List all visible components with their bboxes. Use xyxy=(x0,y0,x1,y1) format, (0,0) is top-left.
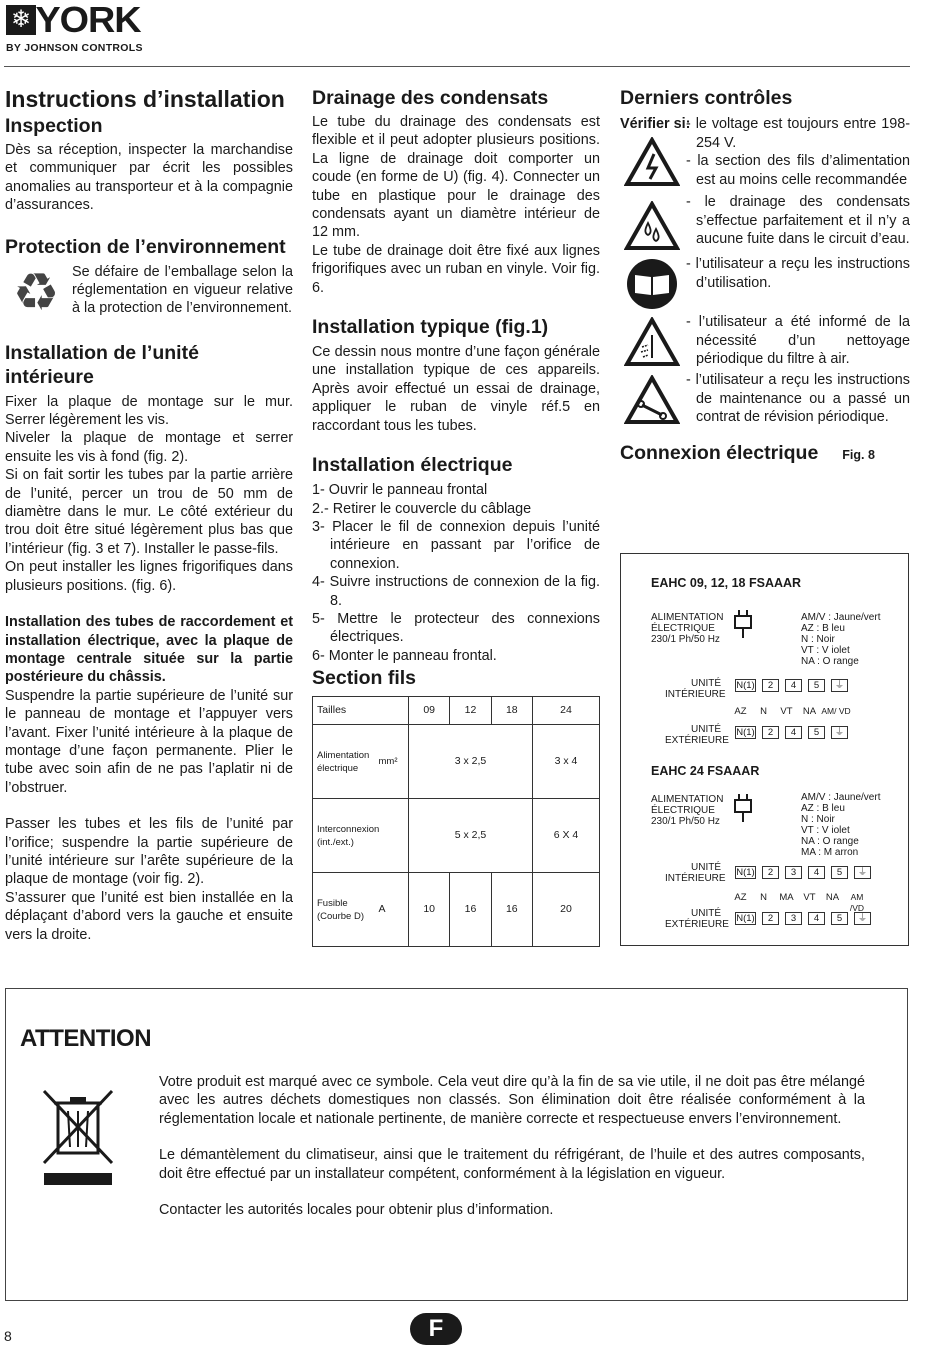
indoor-unit-heading: Installation de l’unité intérieure xyxy=(5,341,199,388)
table-interconnect-value-24: 6 X 4 xyxy=(532,799,599,873)
table-fuse-18: 16 xyxy=(491,873,532,947)
check-maintenance: - l’utilisateur a reçu les instructions de maintenance ou a passé un contrat de révision périodique. xyxy=(686,372,910,426)
table-header-sizes: Tailles xyxy=(313,697,409,725)
check-filter-cleaning: - l’utilisateur a été informé de la nécessité d’un nettoyage périodique du filtre à air. xyxy=(686,314,910,368)
table-size-09: 09 xyxy=(409,697,450,725)
crossed-bin-icon xyxy=(38,1089,118,1189)
brand-name: YORK xyxy=(35,0,141,40)
table-row-power-label: Alimentation électrique xyxy=(313,725,375,799)
inspection-heading: Inspection xyxy=(5,115,103,137)
outdoor-terminal-block-2: N(1) 2 3 4 5 ⏚ xyxy=(735,912,877,925)
elec-step-1: 1- Ouvrir le panneau frontal xyxy=(312,482,488,499)
final-checks-heading: Derniers contrôles xyxy=(620,87,793,109)
drainage-text-2: Le tube de drainage doit être fixé aux lignes frigorifiques avec un ruban en vinyle. Voir fig. 6. xyxy=(312,242,600,296)
power-plug-icon-1 xyxy=(733,610,753,638)
indoor-text-1: Fixer la plaque de montage sur le mur. Serrer légèrement les vis. xyxy=(5,393,293,429)
elec-step-3: 3- Placer le fil de connexion depuis l’unité intérieure en passant par l’orifice de connexion. xyxy=(312,518,600,572)
inspection-text: Dès sa réception, inspecter la marchandise et communiquer par écrit les possibles anomalies au transporteur et à la compagnie d’assurances. xyxy=(5,142,293,214)
table-row-interconnect-label: Interconnexion (int./ext.) xyxy=(313,799,409,873)
table-fuse-09: 10 xyxy=(409,873,450,947)
wire-section-table xyxy=(312,696,600,947)
wire-labels-1: AZ N VT NA AM/ VD xyxy=(734,706,851,717)
wire-labels-2: AZ N MA VT NA AM /VD xyxy=(734,892,865,913)
power-label-1: ALIMENTATION ÉLECTRIQUE 230/1 Ph/50 Hz xyxy=(651,612,724,645)
electric-hazard-icon xyxy=(620,133,684,191)
table-row-fuse-label: Fusible (Courbe D) xyxy=(313,873,375,947)
electrical-install-heading: Installation électrique xyxy=(312,454,513,477)
language-badge: F xyxy=(410,1313,462,1345)
drainage-text-1: Le tube du drainage des condensats est flexible et il peut adopter plusieurs positions. La ligne de drainage doit comporter un coude (en forme de U) (fig. 4). Connecter un tube en plastique pour le drainage des condensats ayant un diamètre intérieur de 12 mm. xyxy=(312,114,600,241)
table-fuse-24: 20 xyxy=(532,873,599,947)
page-number: 8 xyxy=(4,1328,12,1344)
check-drainage: - le drainage des condensats s’effectue parfaitement et il n’y a aucune fuite dans le circuit d’eau. xyxy=(686,194,910,248)
table-fuse-12: 16 xyxy=(450,873,491,947)
table-row-power-unit: mm² xyxy=(375,725,409,799)
attention-paragraph-3: Contacter les autorités locales pour obtenir plus d’information. xyxy=(159,1202,554,1219)
verify-label: Vérifier si: xyxy=(620,116,691,132)
figure-label: Fig. 8 xyxy=(842,448,875,463)
water-drop-warning-icon xyxy=(620,197,684,255)
wire-color-legend-2: AM/V : Jaune/vert AZ : B leu N : Noir VT : V iolet NA : O range MA : M arron xyxy=(801,792,881,858)
model-title-2: EAHC 24 FSAAAR xyxy=(651,764,760,778)
indoor-terminal-block-1: N(1) 2 4 5 ⏚ xyxy=(735,679,854,692)
check-voltage: - le voltage est toujours entre 198-254 V. xyxy=(686,116,910,151)
indoor-text-2: Niveler la plaque de montage et serrer ensuite les vis à fond (fig. 2). xyxy=(5,430,293,465)
model-title-1: EAHC 09, 12, 18 FSAAAR xyxy=(651,576,802,590)
brand-tagline: BY JOHNSON CONTROLS xyxy=(6,42,143,54)
table-size-24: 24 xyxy=(532,697,599,725)
table-power-value-small: 3 x 2,5 xyxy=(409,725,533,799)
tubes-text-3: S’assurer que l’unité est bien installée en la déplaçant d’abord vers la gauche et ensuite vers la droite. xyxy=(5,889,293,943)
outdoor-unit-label-1: UNITÉ EXTÉRIEURE xyxy=(665,724,729,746)
table-interconnect-value-small: 5 x 2,5 xyxy=(409,799,533,873)
column-3 xyxy=(620,86,910,465)
header-divider xyxy=(4,66,910,67)
wiring-diagram xyxy=(620,553,909,946)
attention-box xyxy=(5,988,908,1301)
wire-color-legend-1: AM/V : Jaune/vert AZ : B leu N : Noir VT : V iolet NA : O range xyxy=(801,612,881,667)
indoor-unit-label-1: UNITÉ INTÉRIEURE xyxy=(665,678,726,700)
recycle-icon: ♻ xyxy=(12,263,60,322)
power-label-2: ALIMENTATION ÉLECTRIQUE 230/1 Ph/50 Hz xyxy=(651,794,724,827)
drainage-heading: Drainage des condensats xyxy=(312,87,549,109)
attention-paragraph-2: Le démantèlement du climatiseur, ainsi que le traitement du réfrigérant, de l’huile et des autres composants, doit être effectué par un installateur compétent, conformément à la législation en vigueur. xyxy=(159,1147,865,1182)
column-2 xyxy=(312,86,600,947)
outdoor-terminal-block-1: N(1) 2 4 5 ⏚ xyxy=(735,726,854,739)
page-title: Instructions d’installation xyxy=(5,86,285,112)
indoor-unit-label-2: UNITÉ INTÉRIEURE xyxy=(665,862,726,884)
indoor-text-4: On peut installer les lignes frigorifiques dans plusieurs positions. (fig. 6). xyxy=(5,559,293,594)
wire-section-heading: Section fils xyxy=(312,667,417,690)
elec-step-6: 6- Monter le panneau frontal. xyxy=(312,647,497,664)
snowflake-icon: ❄ xyxy=(6,5,36,35)
electrical-connection-heading: Connexion électrique xyxy=(620,442,819,465)
manual-book-icon xyxy=(620,255,684,313)
power-plug-icon-2 xyxy=(733,794,753,822)
elec-step-5: 5- Mettre le protecteur des connexions électriques. xyxy=(312,610,600,646)
york-logo xyxy=(6,0,166,56)
tubes-text-2: Passer les tubes et les fils de l’unité par l’orifice; suspendre la partie supérieure de l’unité intérieure sur l’arête supérieure de la plaque de montage (voir fig. 2). xyxy=(5,816,293,888)
table-size-18: 18 xyxy=(491,697,532,725)
table-row-fuse-unit: A xyxy=(375,873,409,947)
wrench-maintenance-icon xyxy=(620,371,684,429)
environment-text: Se défaire de l’emballage selon la réglementation en vigueur relative à la protection de l’environnement. xyxy=(72,263,293,317)
environment-heading: Protection de l’environnement xyxy=(5,235,286,258)
outdoor-unit-label-2: UNITÉ EXTÉRIEURE xyxy=(665,908,729,930)
filter-cleaning-icon xyxy=(620,313,684,371)
typical-install-heading: Installation typique (fig.1) xyxy=(312,316,549,339)
attention-paragraph-1: Votre produit est marqué avec ce symbole. Cela veut dire qu’à la fin de sa vie utile, il ne doit pas être mélangé avec les autres déchets domestiques non classés. Son élimination doit être réalisée conformément à la réglementation locale et nationale pertinente, de manière correcte et respectueuse envers l’environnement. xyxy=(159,1074,865,1127)
check-wire-section: - la section des fils d’alimentation est au moins celle recommandée xyxy=(686,153,910,188)
attention-title: ATTENTION xyxy=(20,1025,152,1052)
indoor-text-3: Si on fait sortir les tubes par la partie arrière de l’unité, percer un trou de 50 mm de diamètre dans le mur. Le côté extérieur du trou doit être situé légèrement plus bas que l’intérieur (fig. 3 et 7). Installer le passe-fils. xyxy=(5,467,293,557)
attention-text xyxy=(159,1073,865,1219)
check-user-instructions: - l’utilisateur a reçu les instructions d’utilisation. xyxy=(686,256,910,291)
table-power-value-24: 3 x 4 xyxy=(532,725,599,799)
table-size-12: 12 xyxy=(450,697,491,725)
typical-install-text: Ce dessin nous montre d’une façon générale une installation typique de ces appareils. Après avoir effectué un essai de drainage, appliquer le ruban de vinyle réf.5 en raccordant tous les tubes. xyxy=(312,344,600,434)
tubes-bold-heading: Installation des tubes de raccordement et installation électrique, avec la plaque de montage centrale située sur la partie postérieure du châssis. xyxy=(5,614,293,686)
elec-step-4: 4- Suivre instructions de connexion de la fig. 8. xyxy=(312,574,600,609)
indoor-terminal-block-2: N(1) 2 3 4 5 ⏚ xyxy=(735,866,877,879)
tubes-text-1: Suspendre la partie supérieure de l’unité sur le panneau de montage et l’appuyer vers l’avant. Fixer l’unité intérieure à la plaque de montage d’une façon permanente. Plier le tube avec soin afin de ne pas l’aplatir ni de l’obstruer. xyxy=(5,687,293,796)
elec-step-2: 2.- Retirer le couvercle du câblage xyxy=(312,500,532,517)
column-1 xyxy=(5,86,293,944)
